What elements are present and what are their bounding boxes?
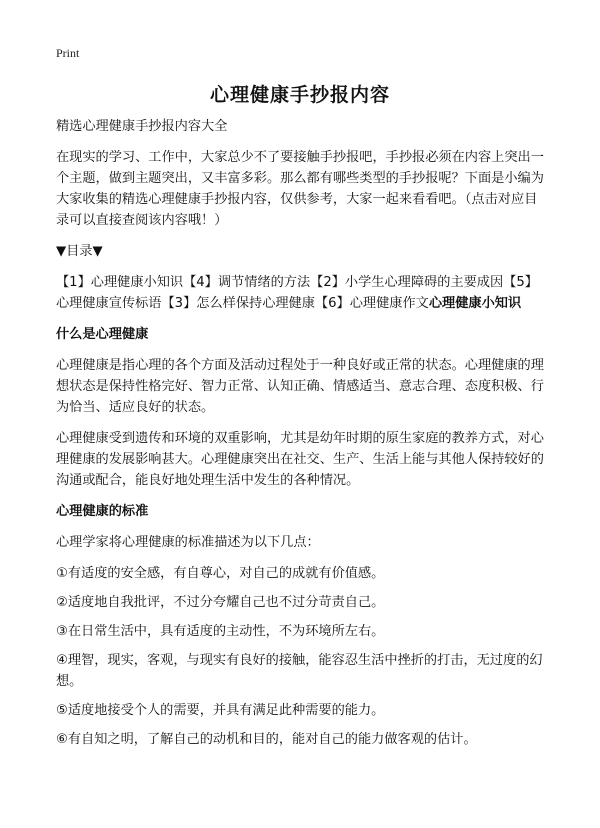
standard-item: ②适度地自我批评，不过分夸耀自己也不过分苛责自己。: [56, 595, 385, 610]
print-label[interactable]: Print: [56, 46, 80, 60]
standard-item: ③在日常生活中，具有适度的主动性，不为环境所左右。: [56, 624, 385, 639]
standard-item: ①有适度的安全感，有自尊心，对自己的成就有价值感。: [56, 566, 385, 581]
subtitle: 精选心理健康手抄报内容大全: [56, 119, 228, 134]
section-heading-what-is: 什么是心理健康: [56, 327, 149, 342]
section2-intro: 心理学家将心理健康的标准描述为以下几点：: [56, 535, 320, 550]
intro-paragraph: 在现实的学习、工作中，大家总少不了要接触手抄报吧，手抄报必须在内容上突出一个主题，做到主题突出，又丰富多彩。那么都有哪些类型的手抄报呢？下面是小编为大家收集的精选心理健康手抄报内容，仅供参考，大家一起来看看吧。（点击对应目录可以直接查阅该内容哦！）: [56, 150, 544, 228]
toc-heading: ▼目录▼: [56, 244, 103, 259]
page-title: 心理健康手抄报内容: [209, 84, 390, 106]
section1-paragraph-2: 心理健康受到遗传和环境的双重影响，尤其是幼年时期的原生家庭的教养方式，对心理健康的发展影响甚大。心理健康突出在社交、生产、生活上能与其他人保持较好的沟通或配合，能良好地处理生活中发生的各种情况。: [56, 431, 544, 488]
standard-item: ⑤适度地接受个人的需要，并具有满足此种需要的能力。: [56, 703, 385, 718]
toc-bold-tail: 心理健康小知识: [428, 296, 522, 311]
article-body: [56, 116, 548, 758]
section1-paragraph-1: 心理健康是指心理的各个方面及活动过程处于一种良好或正常的状态。心理健康的理想状态是保持性格完好、智力正常、认知正确、情感适当、意志合理、态度积极、行为恰当、适应良好的状态。: [56, 358, 544, 415]
toc-links[interactable]: 【1】心理健康小知识【4】调节情绪的方法【2】小学生心理障碍的主要成因【5】心理健康宣传标语【3】怎么样保持心理健康【6】心理健康作文: [56, 275, 538, 311]
standard-item: ⑥有自知之明，了解自己的动机和目的，能对自己的能力做客观的估计。: [56, 732, 477, 747]
standard-item: ④理智，现实，客观，与现实有良好的接触，能容忍生活中挫折的打击，无过度的幻想。: [56, 653, 543, 689]
toc-list: [56, 272, 548, 314]
section-heading-standards: 心理健康的标准: [56, 504, 149, 519]
